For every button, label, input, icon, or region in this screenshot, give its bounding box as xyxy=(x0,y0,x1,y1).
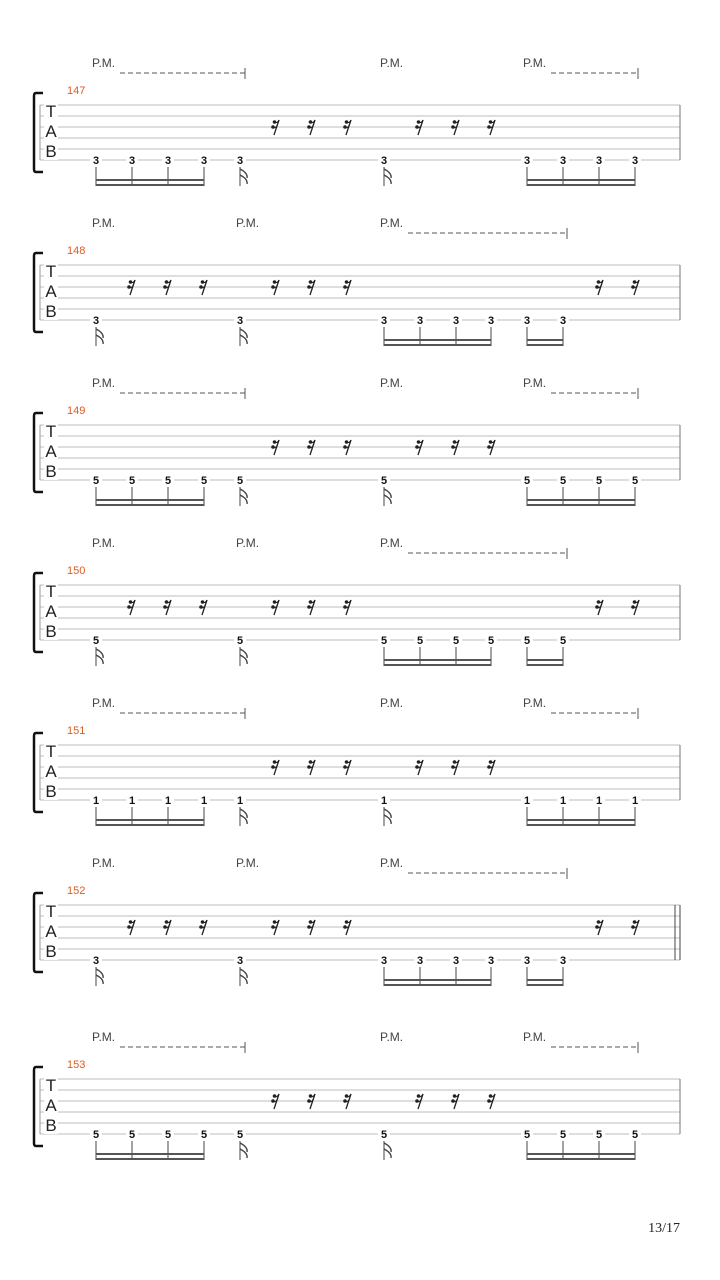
fret-number: 5 xyxy=(128,475,136,487)
fret-number: 5 xyxy=(452,635,460,647)
fret-number: 3 xyxy=(559,315,567,327)
measure-number: 149 xyxy=(67,405,86,417)
fret-number: 1 xyxy=(92,795,100,807)
palm-mute-label: P.M. xyxy=(92,376,116,390)
tab-letter: T xyxy=(45,1076,57,1095)
fret-number: 5 xyxy=(380,1129,388,1141)
fret-number: 5 xyxy=(523,635,531,647)
fret-number: 1 xyxy=(631,795,639,807)
palm-mute-label: P.M. xyxy=(92,536,116,550)
fret-number: 1 xyxy=(200,795,208,807)
fret-number: 5 xyxy=(631,1129,639,1141)
fret-number: 3 xyxy=(200,155,208,167)
fret-number: 3 xyxy=(164,155,172,167)
tab-system xyxy=(34,376,680,506)
fret-number: 5 xyxy=(380,635,388,647)
fret-number: 1 xyxy=(523,795,531,807)
fret-number: 1 xyxy=(164,795,172,807)
tab-letter: A xyxy=(45,442,57,461)
tab-letter: A xyxy=(45,122,57,141)
tab-letter: A xyxy=(45,1096,57,1115)
fret-number: 3 xyxy=(236,315,244,327)
measure-number: 151 xyxy=(67,725,86,737)
measure-number: 147 xyxy=(67,85,86,97)
fret-number: 1 xyxy=(380,795,388,807)
fret-number: 5 xyxy=(559,635,567,647)
palm-mute-label: P.M. xyxy=(92,56,116,70)
note-flag xyxy=(240,1149,247,1158)
tab-system xyxy=(34,856,680,986)
fret-number: 3 xyxy=(523,155,531,167)
palm-mute-label: P.M. xyxy=(380,376,404,390)
tab-letter: B xyxy=(45,462,57,481)
fret-number: 3 xyxy=(236,955,244,967)
page-number: 13/17 xyxy=(648,1221,680,1236)
note-flag xyxy=(96,335,103,344)
tab-letter: T xyxy=(45,902,57,921)
fret-number: 3 xyxy=(487,955,495,967)
fret-number: 1 xyxy=(236,795,244,807)
note-flag xyxy=(96,975,103,984)
fret-number: 1 xyxy=(128,795,136,807)
fret-number: 5 xyxy=(523,475,531,487)
measure-number: 148 xyxy=(67,245,86,257)
tab-letter: A xyxy=(45,922,57,941)
fret-number: 5 xyxy=(416,635,424,647)
palm-mute-label: P.M. xyxy=(523,56,547,70)
tab-letter: T xyxy=(45,422,57,441)
fret-number: 5 xyxy=(559,1129,567,1141)
note-flag xyxy=(240,335,247,344)
fret-number: 3 xyxy=(236,155,244,167)
palm-mute-label: P.M. xyxy=(380,56,404,70)
fret-number: 3 xyxy=(595,155,603,167)
tab-letter: B xyxy=(45,142,57,161)
fret-number: 5 xyxy=(236,475,244,487)
tab-letter: T xyxy=(45,102,57,121)
note-flag xyxy=(384,495,391,504)
fret-number: 3 xyxy=(452,955,460,967)
tab-system xyxy=(34,536,680,666)
fret-number: 3 xyxy=(559,955,567,967)
palm-mute-label: P.M. xyxy=(236,856,260,870)
note-flag xyxy=(384,815,391,824)
tab-letter: T xyxy=(45,262,57,281)
palm-mute-label: P.M. xyxy=(523,696,547,710)
fret-number: 5 xyxy=(200,1129,208,1141)
tab-letter: A xyxy=(45,762,57,781)
fret-number: 5 xyxy=(380,475,388,487)
tab-letter: T xyxy=(45,582,57,601)
tab-letter: B xyxy=(45,1116,57,1135)
palm-mute-label: P.M. xyxy=(92,696,116,710)
fret-number: 5 xyxy=(200,475,208,487)
palm-mute-label: P.M. xyxy=(380,216,404,230)
fret-number: 3 xyxy=(380,955,388,967)
fret-number: 3 xyxy=(380,315,388,327)
fret-number: 3 xyxy=(380,155,388,167)
palm-mute-label: P.M. xyxy=(523,376,547,390)
tab-system xyxy=(34,696,680,826)
fret-number: 3 xyxy=(416,315,424,327)
palm-mute-label: P.M. xyxy=(380,696,404,710)
measure-number: 152 xyxy=(67,885,86,897)
fret-number: 3 xyxy=(523,955,531,967)
fret-number: 5 xyxy=(236,1129,244,1141)
fret-number: 3 xyxy=(128,155,136,167)
palm-mute-label: P.M. xyxy=(236,216,260,230)
note-flag xyxy=(384,175,391,184)
note-flag xyxy=(240,815,247,824)
tab-letter: B xyxy=(45,622,57,641)
palm-mute-label: P.M. xyxy=(380,536,404,550)
fret-number: 5 xyxy=(487,635,495,647)
fret-number: 3 xyxy=(92,315,100,327)
fret-number: 3 xyxy=(452,315,460,327)
fret-number: 5 xyxy=(595,475,603,487)
tab-letter: B xyxy=(45,782,57,801)
fret-number: 3 xyxy=(559,155,567,167)
tab-letter: T xyxy=(45,742,57,761)
fret-number: 5 xyxy=(595,1129,603,1141)
tab-letter: A xyxy=(45,282,57,301)
fret-number: 3 xyxy=(523,315,531,327)
measure-number: 153 xyxy=(67,1059,86,1071)
tab-letter: B xyxy=(45,302,57,321)
tab-system xyxy=(34,216,680,346)
fret-number: 1 xyxy=(595,795,603,807)
note-flag xyxy=(96,655,103,664)
fret-number: 5 xyxy=(631,475,639,487)
tab-system xyxy=(34,56,680,186)
note-flag xyxy=(240,975,247,984)
palm-mute-label: P.M. xyxy=(523,1030,547,1044)
palm-mute-label: P.M. xyxy=(380,856,404,870)
fret-number: 3 xyxy=(487,315,495,327)
fret-number: 5 xyxy=(128,1129,136,1141)
fret-number: 1 xyxy=(559,795,567,807)
palm-mute-label: P.M. xyxy=(92,1030,116,1044)
measure-number: 150 xyxy=(67,565,86,577)
tab-letter: B xyxy=(45,942,57,961)
note-flag xyxy=(240,495,247,504)
note-flag xyxy=(384,1149,391,1158)
fret-number: 5 xyxy=(164,1129,172,1141)
palm-mute-label: P.M. xyxy=(92,856,116,870)
tab-letter: A xyxy=(45,602,57,621)
fret-number: 5 xyxy=(236,635,244,647)
fret-number: 5 xyxy=(164,475,172,487)
note-flag xyxy=(240,175,247,184)
fret-number: 5 xyxy=(523,1129,531,1141)
fret-number: 3 xyxy=(416,955,424,967)
fret-number: 5 xyxy=(92,635,100,647)
palm-mute-label: P.M. xyxy=(380,1030,404,1044)
note-flag xyxy=(240,655,247,664)
fret-number: 3 xyxy=(92,155,100,167)
tab-system xyxy=(34,1030,680,1160)
fret-number: 5 xyxy=(92,475,100,487)
palm-mute-label: P.M. xyxy=(236,536,260,550)
fret-number: 5 xyxy=(92,1129,100,1141)
fret-number: 3 xyxy=(92,955,100,967)
fret-number: 3 xyxy=(631,155,639,167)
palm-mute-label: P.M. xyxy=(92,216,116,230)
fret-number: 5 xyxy=(559,475,567,487)
